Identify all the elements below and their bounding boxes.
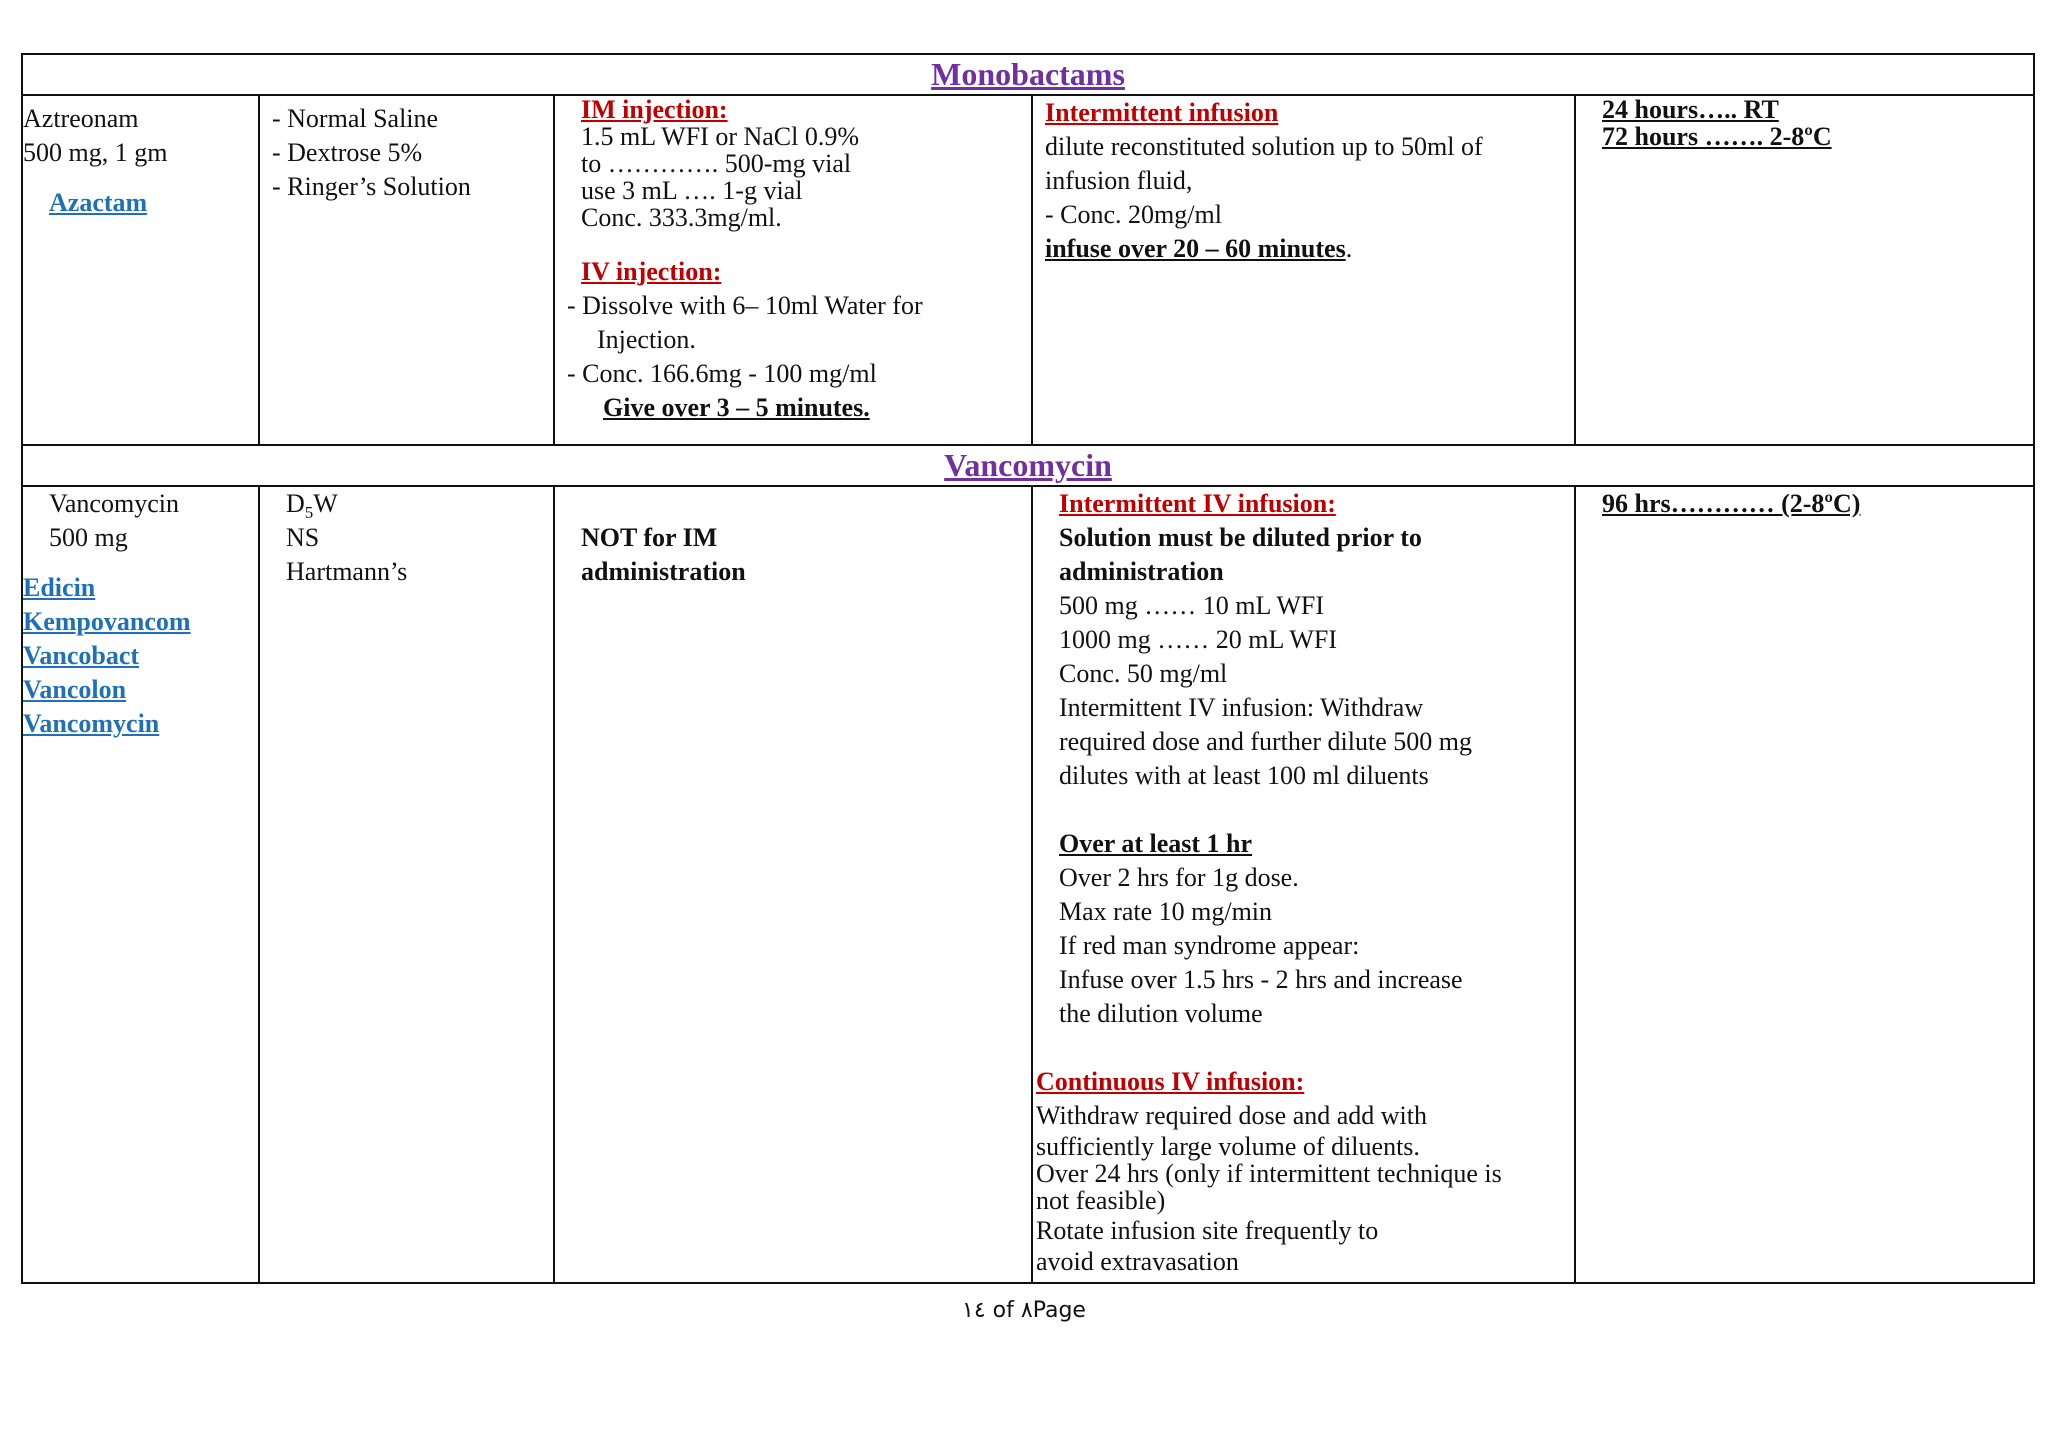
im-note: NOT for IM	[581, 523, 718, 552]
section-header	[22, 445, 2034, 486]
intermittent-line: 1000 mg …… 20 mL WFI	[1059, 625, 1338, 654]
diluent-w: W	[313, 489, 338, 518]
im-heading: IM injection:	[581, 95, 728, 124]
diluent-cell	[259, 486, 554, 1283]
drug-row	[22, 486, 2034, 1283]
stability-line: 96 hrs………… (2-8ºC)	[1602, 489, 1861, 518]
drug-table	[21, 53, 2035, 1284]
stability-line: 24 hours….. RT	[1602, 95, 1779, 124]
reconstitution-cell	[554, 95, 1032, 445]
reconstitution-cell	[554, 486, 1032, 1283]
brand-link[interactable]: Vancolon	[23, 675, 127, 704]
stability-cell	[1575, 95, 2034, 445]
over-heading: Over at least 1 hr	[1059, 829, 1253, 858]
im-line: 1.5 mL WFI or NaCl 0.9%	[581, 122, 860, 151]
infusion-rate-tail: .	[1345, 234, 1353, 263]
over-line: Infuse over 1.5 hrs - 2 hrs and increase	[1059, 965, 1463, 994]
brand-link[interactable]: Vancobact	[23, 641, 140, 670]
drug-strength: 500 mg	[49, 523, 128, 552]
over-line: the dilution volume	[1059, 999, 1263, 1028]
intermittent-bold: administration	[1059, 557, 1224, 586]
infusion-line: infusion fluid,	[1045, 166, 1193, 195]
diluent-subscript: 5	[304, 503, 314, 523]
brand-link[interactable]: Vancomycin	[23, 709, 160, 738]
diluent-item: - Dextrose 5%	[272, 138, 423, 167]
diluent-item: - Ringer’s Solution	[272, 172, 471, 201]
brand-link[interactable]: Edicin	[23, 573, 96, 602]
intermittent-line: dilutes with at least 100 ml diluents	[1059, 761, 1429, 790]
intermittent-bold: Solution must be diluted prior to	[1059, 523, 1422, 552]
intermittent-line: Intermittent IV infusion: Withdraw	[1059, 693, 1424, 722]
intermittent-line: 500 mg …… 10 mL WFI	[1059, 591, 1325, 620]
stability-cell	[1575, 486, 2034, 1283]
brand-link[interactable]: Kempovancom	[23, 607, 191, 636]
section-header-row	[22, 445, 2034, 486]
im-line: to …………. 500-mg vial	[581, 149, 852, 178]
drug-row	[22, 95, 2034, 445]
continuous-line: Over 24 hrs (only if intermittent technique is	[1036, 1159, 1502, 1188]
infusion-cell	[1032, 95, 1575, 445]
intermittent-line: required dose and further dilute 500 mg	[1059, 727, 1472, 756]
iv-line: - Dissolve with 6– 10ml Water for	[567, 291, 923, 320]
infusion-line: dilute reconstituted solution up to 50ml of	[1045, 132, 1483, 161]
drug-name: Aztreonam	[23, 104, 139, 133]
intermittent-heading: Intermittent IV infusion:	[1059, 489, 1336, 518]
diluent-d: D	[286, 489, 305, 518]
section-header	[22, 54, 2034, 95]
continuous-line: Withdraw required dose and add with	[1036, 1101, 1428, 1130]
im-line: Conc. 333.3mg/ml.	[581, 203, 782, 232]
iv-line: - Conc. 166.6mg - 100 mg/ml	[567, 359, 877, 388]
iv-rate: Give over 3 – 5 minutes.	[603, 393, 870, 422]
intermittent-line: Conc. 50 mg/ml	[1059, 659, 1228, 688]
continuous-line: not feasible)	[1036, 1186, 1166, 1215]
over-line: Max rate 10 mg/min	[1059, 897, 1273, 926]
drug-strength: 500 mg, 1 gm	[23, 138, 168, 167]
drug-name: Vancomycin	[49, 489, 179, 518]
drug-cell	[22, 486, 259, 1283]
page-footer: ١٤ of ٨Page	[962, 1298, 1086, 1323]
diluent-item: - Normal Saline	[272, 104, 439, 133]
continuous-line: avoid extravasation	[1036, 1247, 1239, 1276]
diluent-item: NS	[286, 523, 320, 552]
section-header-row	[22, 54, 2034, 95]
infusion-cell	[1032, 486, 1575, 1283]
im-line: use 3 mL …. 1-g vial	[581, 176, 803, 205]
continuous-line: Rotate infusion site frequently to	[1036, 1216, 1379, 1245]
diluent-cell	[259, 95, 554, 445]
infusion-rate-line	[1045, 232, 1574, 266]
infusion-heading: Intermittent infusion	[1045, 98, 1279, 127]
over-line: If red man syndrome appear:	[1059, 931, 1360, 960]
diluent-item: Hartmann’s	[286, 557, 408, 586]
continuous-heading: Continuous IV infusion:	[1036, 1067, 1305, 1096]
infusion-rate: infuse over 20 – 60 minutes	[1045, 234, 1346, 263]
iv-line: Injection.	[597, 325, 696, 354]
over-line: Over 2 hrs for 1g dose.	[1059, 863, 1299, 892]
iv-heading: IV injection:	[581, 257, 722, 286]
section-title: Vancomycin	[944, 447, 1112, 483]
drug-cell	[22, 95, 259, 445]
continuous-line: sufficiently large volume of diluents.	[1036, 1132, 1420, 1161]
section-title: Monobactams	[931, 56, 1125, 92]
stability-line: 72 hours ……. 2-8ºC	[1602, 122, 1832, 151]
infusion-line: - Conc. 20mg/ml	[1045, 200, 1222, 229]
diluent-item	[286, 487, 553, 521]
im-note: administration	[581, 557, 746, 586]
brand-link[interactable]: Azactam	[49, 188, 148, 217]
